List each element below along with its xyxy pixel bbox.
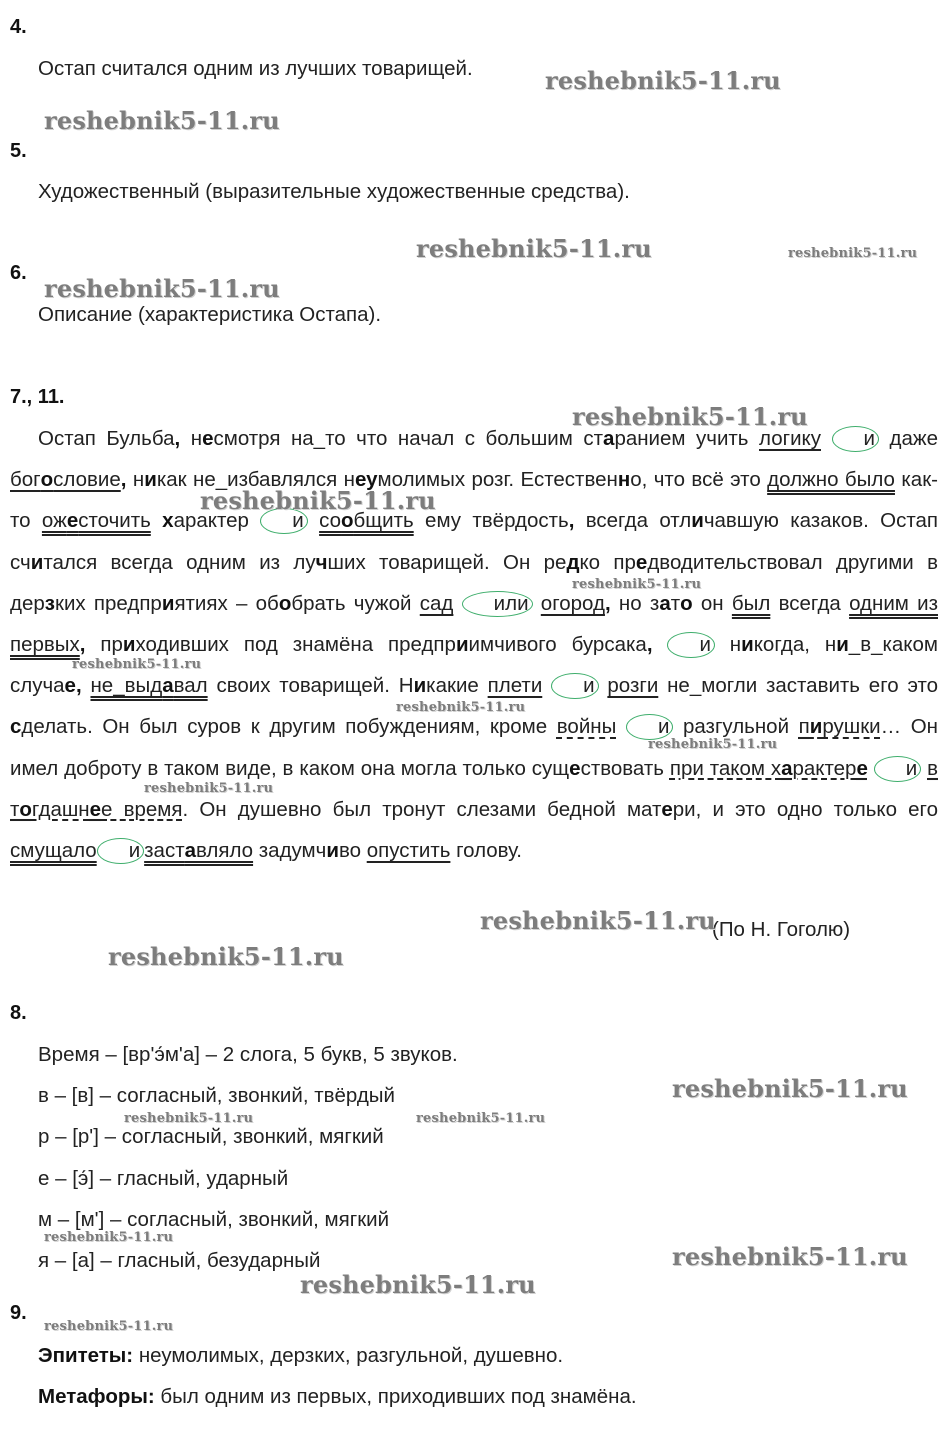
watermark: reshebnik5-11.ru: [545, 66, 781, 95]
section-6-number: 6.: [10, 262, 27, 284]
watermark: reshebnik5-11.ru: [144, 781, 274, 796]
watermark: reshebnik5-11.ru: [788, 246, 918, 261]
section-5-number: 5.: [10, 140, 27, 162]
watermark: reshebnik5-11.ru: [416, 1111, 546, 1126]
section-4-number: 4.: [10, 16, 27, 38]
metaphors-line: [38, 1385, 637, 1409]
epithets-line: [38, 1344, 563, 1368]
phonetic-letter-ya: я – [а] – гласный, безударный: [38, 1249, 321, 1272]
section-7-11-number: 7., 11.: [10, 386, 65, 408]
section-4-answer: Остап считался одним из лучших товарищей.: [38, 57, 473, 80]
epithets-label: Эпитеты:: [38, 1344, 134, 1367]
metaphors-label: Метафоры:: [38, 1385, 155, 1408]
phonetic-letter-r: р – [р'] – согласный, звонкий, мягкий: [38, 1125, 384, 1148]
watermark: reshebnik5-11.ru: [44, 1319, 174, 1334]
gogol-text: Остап Бульба, несмотря на_то что начал с большим старанием учить логику и даже богословие, никак не_избавлялся неумолимых розг. Естественно, что всё это должно было как-то ожесточить характер и сообщить ему твёрдость, всегда отличавшую казаков. Остап считался всегда одним из лучших товарищей. Он редко предводительствовал другими в дерзких предприятиях – обобрать чужой сад или огород, но зато он был всегда одним из первых, приходивших под знамёна предприимчивого бурсака, и никогда, ни_в_каком случае, не_выдавал своих товарищей. Никакие плети и розги не_могли заставить его это сделать. Он был суров к другим побуждениям, кроме войны и разгульной пирушки… Он имел доброту в таком виде, в каком она могла только существовать при таком характере и в тогдашнее время. Он душевно был тронут слезами бедной матери, и это одно только его смущало и заставляло задумчиво опустить голову.: [10, 427, 939, 863]
source-attribution: (По Н. Гоголю): [712, 918, 851, 941]
watermark: reshebnik5-11.ru: [672, 1074, 908, 1103]
watermark: reshebnik5-11.ru: [572, 577, 702, 592]
phonetic-letter-m: м – [м'] – согласный, звонкий, мягкий: [38, 1208, 390, 1231]
watermark: reshebnik5-11.ru: [124, 1111, 254, 1126]
section-8-number: 8.: [10, 1002, 27, 1024]
watermark: reshebnik5-11.ru: [416, 234, 652, 263]
watermark: reshebnik5-11.ru: [648, 737, 778, 752]
epithets-list: неумолимых, дерзких, разгульной, душевно.: [138, 1344, 564, 1367]
watermark: reshebnik5-11.ru: [480, 906, 716, 935]
watermark: reshebnik5-11.ru: [44, 1230, 174, 1245]
watermark: reshebnik5-11.ru: [572, 402, 808, 431]
metaphors-list: был одним из первых, приходивших под знамёна.: [160, 1385, 637, 1408]
watermark: reshebnik5-11.ru: [44, 106, 280, 135]
watermark: reshebnik5-11.ru: [672, 1242, 908, 1271]
watermark: reshebnik5-11.ru: [300, 1270, 536, 1299]
phonetic-letter-v: в – [в] – согласный, звонкий, твёрдый: [38, 1084, 395, 1107]
section-6-answer: Описание (характеристика Остапа).: [38, 303, 382, 326]
watermark: reshebnik5-11.ru: [200, 486, 436, 515]
watermark: reshebnik5-11.ru: [44, 274, 280, 303]
watermark: reshebnik5-11.ru: [108, 942, 344, 971]
watermark: reshebnik5-11.ru: [72, 657, 202, 672]
section-9-number: 9.: [10, 1302, 27, 1324]
watermark: reshebnik5-11.ru: [396, 700, 526, 715]
phonetic-header: Время – [вр'э́м'а] – 2 слога, 5 букв, 5 звуков.: [38, 1043, 458, 1066]
phonetic-letter-e: е – [э́] – гласный, ударный: [38, 1167, 289, 1190]
section-5-answer: Художественный (выразительные художественные средства).: [38, 180, 630, 203]
